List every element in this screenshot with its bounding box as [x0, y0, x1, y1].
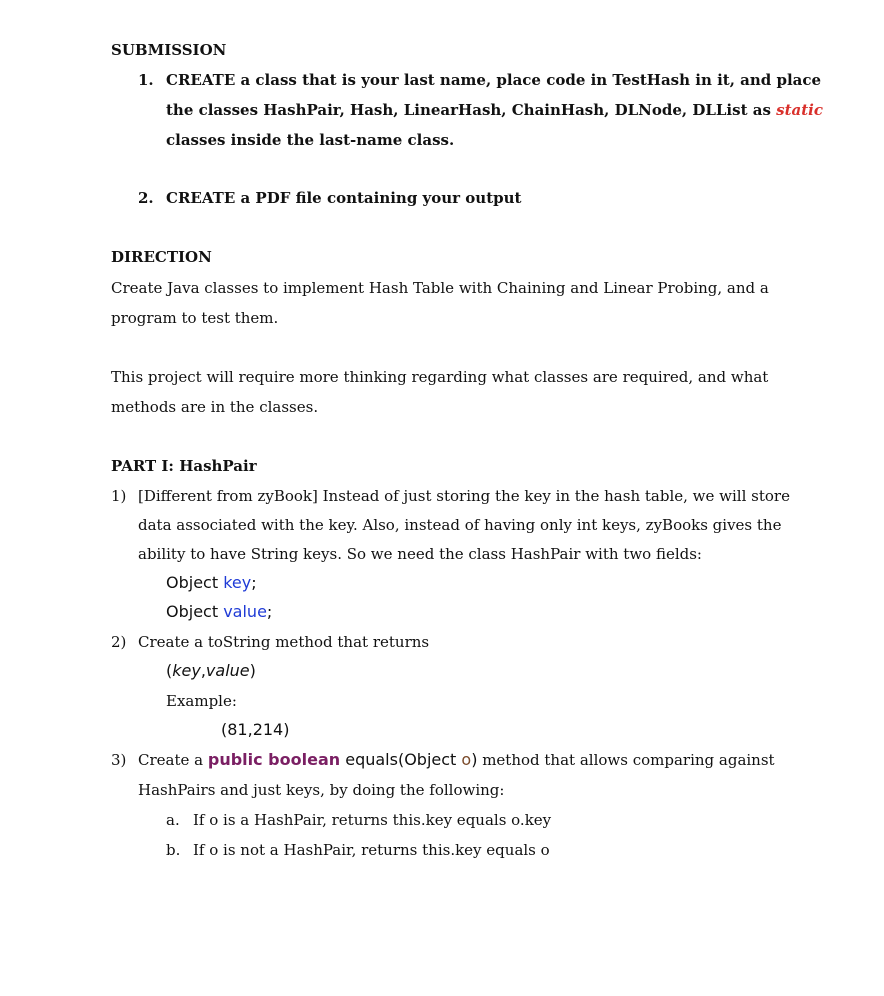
direction-paragraph-2-line-1: This project will require more thinking regarding what classes are required, and what [111, 368, 769, 386]
direction-paragraph-1-line-1: Create Java classes to implement Hash Table with Chaining and Linear Probing, and a [111, 279, 769, 297]
example-label: Example: [166, 692, 237, 710]
field-value-declaration [166, 602, 272, 622]
part1-item-3-line-1 [138, 750, 775, 770]
direction-paragraph-2-line-2: methods are in the classes. [111, 398, 319, 416]
field-value-name: value [223, 602, 267, 621]
field-key-semicolon: ; [251, 573, 257, 592]
direction-paragraph-1-line-2: program to test them. [111, 309, 279, 327]
sub-item-b-text: If o is not a HashPair, returns this.key equals o [193, 841, 550, 859]
example-value: (81,214) [221, 720, 290, 739]
equals-signature-end: ) [471, 750, 478, 769]
field-key-declaration [166, 573, 257, 593]
equals-parameter: o [461, 750, 472, 769]
submission-item-1-line-2-text: the classes HashPair, Hash, LinearHash, ChainHash, DLNode, DLList as [166, 101, 777, 119]
submission-item-2-number: 2. [138, 189, 154, 207]
field-value-type: Object [166, 602, 224, 621]
part1-item-2-text: Create a toString method that returns [138, 633, 430, 651]
public-boolean-keyword: public boolean [207, 750, 341, 769]
format-value: value [205, 661, 250, 680]
part1-item-2-number: 2) [111, 633, 127, 651]
static-keyword: static [776, 101, 823, 119]
field-key-type: Object [166, 573, 224, 592]
field-key-name: key [223, 573, 252, 592]
submission-heading: SUBMISSION [111, 41, 227, 59]
format-open-paren: ( [166, 661, 173, 680]
field-value-semicolon: ; [266, 602, 273, 621]
format-comma: , [200, 661, 206, 680]
equals-signature-start: equals(Object [340, 750, 462, 769]
item-3-prefix: Create a [138, 751, 208, 769]
submission-item-1-line-1: CREATE a class that is your last name, place code in TestHash in it, and place [166, 71, 822, 89]
submission-item-1-line-2 [166, 100, 823, 120]
sub-item-a-letter: a. [166, 811, 180, 829]
part1-item-1-line-3: ability to have String keys. So we need the class HashPair with two fields: [138, 545, 702, 563]
sub-item-b-letter: b. [166, 841, 181, 859]
format-close-paren: ) [249, 661, 256, 680]
part1-item-3-number: 3) [111, 751, 127, 769]
part1-heading: PART I: HashPair [111, 457, 257, 475]
direction-heading: DIRECTION [111, 248, 212, 266]
part1-item-1-line-2: data associated with the key. Also, instead of having only int keys, zyBooks gives the [138, 516, 782, 534]
submission-item-1-number: 1. [138, 71, 154, 89]
tostring-format [166, 661, 256, 681]
submission-item-2-text: CREATE a PDF file containing your output [166, 189, 522, 207]
part1-item-1-line-1: [Different from zyBook] Instead of just storing the key in the hash table, we will store [138, 487, 790, 505]
submission-item-1-line-3: classes inside the last-name class. [166, 131, 455, 149]
item-3-suffix: method that allows comparing against [477, 751, 775, 769]
sub-item-a-text: If o is a HashPair, returns this.key equals o.key [193, 811, 552, 829]
format-key: key [172, 661, 201, 680]
part1-item-3-line-2: HashPairs and just keys, by doing the following: [138, 781, 505, 799]
part1-item-1-number: 1) [111, 487, 127, 505]
